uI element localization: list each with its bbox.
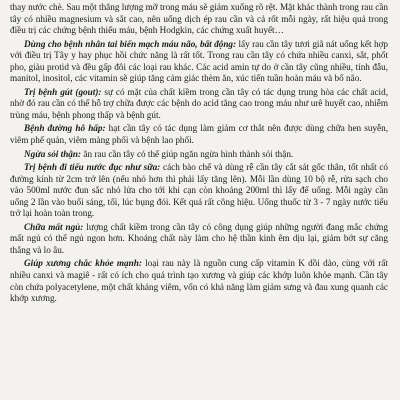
paragraph-heading: Chữa mất ngủ: [24,221,84,232]
paragraph-text: loại rau này là nguồn cung cấp vitamin K dồi dào, cùng với rất nhiều canxi và magiê - rất có ích cho quá trình tạo xương và giúp các khớp luôn khỏe mạnh. Cần tây còn chứa polyacetylene, một chất kháng viêm, vốn có khả năng làm giảm sưng và đau xung quanh các khớp xương. [10,258,388,304]
paragraph-heading: Dùng cho bệnh nhân tai biến mạch máu não, bất động: [24,38,237,49]
paragraph-stroke [10,39,388,85]
paragraph-heading: Ngừa sỏi thận: [24,148,82,159]
paragraph-text: hạt cần tây có tác dụng làm giảm cơ thắt nên được dùng chữa hen suyễn, viêm phế quản, viêm màng phổi và bệnh lao phổi. [10,123,388,146]
paragraph-gout [10,87,388,122]
paragraph-text: ăn rau cần tây có thể giúp ngăn ngừa hình thành sỏi thận. [81,148,294,159]
paragraph-bones [10,258,388,304]
paragraph-text: lấy rau cần tây tươi giã nát uống kết hợp với điều trị Tây y hay phục hồi chức năng là rất tốt. Trong rau cần tây có chứa nhiều canxi, sắt, phốt pho, giàu protid và đều gấp đôi các loại rau khác. Các acid amin tự do ở cần tây cũng nhiều, tính đẫu, manitol, inositol, các vitamin sẽ giúp tăng cảm giác thèm ăn, xúc tiến tuần hoàn máu và bổ não. [10,38,389,84]
paragraph-heading: Trị bệnh đi tiểu nước đục như sữa: [24,162,161,173]
paragraph-heading: Trị bệnh gút (gout): [24,86,102,97]
paragraph-text: lượng chất kiềm trong cần tây có công dụng giúp những người đang mắc chứng mất ngủ có thể ngủ ngon hơn. Khoáng chất này làm cho hệ thần kinh êm dịu lại, giảm bớt sự căng thẳng và lo âu. [10,221,388,255]
paragraph-cloudy-urine [10,162,388,220]
paragraph-kidney-stones [10,149,388,161]
paragraph-respiratory [10,123,388,146]
paragraph-heading: Giúp xương chắc khỏe mạnh: [24,258,142,269]
paragraph-text: sự có mặt của chất kiềm trong cần tây có tác dụng trung hòa các chất acid, nhờ đó rau cần có thể hỗ trợ chữa được các bệnh do acid tăng cao trong máu như urê huyết cao, nhiễm trùng máu, bệnh phong thấp và bệnh gút. [10,86,388,120]
paragraph-text: thay nước chè. Sau một thăng lượng mỡ trong máu sẽ giảm xuống rõ rệt. Mặt khác thành trong rau cần tây có nhiều magnesium và sắt cao, nên uống dịch ép rau cần và cả rốt mỗi ngày, rất hiệu quả trong điều trị các chứng bệnh thiếu máu, bệnh Hodgkin, các chứng xuất huyết… [10,2,388,36]
paragraph-heading: Bệnh đường hô hấp: [24,123,106,134]
paragraph-intro [10,2,388,37]
paragraph-insomnia [10,222,388,257]
paragraph-text: cách bào chế và dùng rễ cần tây cắt sát gốc thân, tốt nhất có đường kính từ 2cm trở lên (nếu nhỏ hơn thì phải lấy tăng lên). Mỗi lần dùng 10 bộ rễ, rửa sạch cho vào 500ml nước đun sắc nhỏ lửa cho tới khi cạn còn khoảng 200ml thì lấy để uống. Mỗi ngày cần uống 2 lần vào buổi sáng, tối, lúc bụng đói. Kết quả rất công hiệu. Uống thuốc từ 3 - 7 ngày nước tiểu trở lại hoàn toàn trong. [10,162,389,219]
